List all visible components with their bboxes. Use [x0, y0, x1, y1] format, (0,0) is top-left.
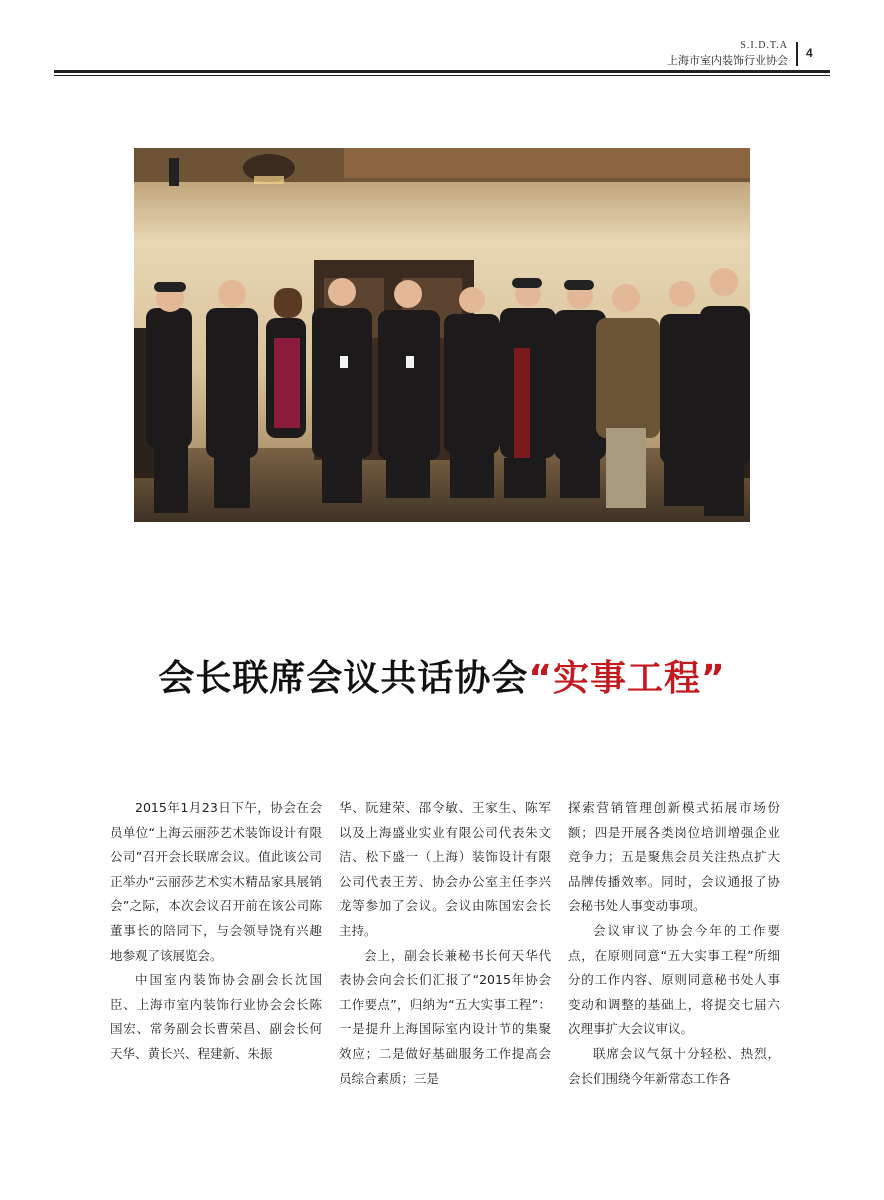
paragraph: 华、阮建荣、邵令敏、王家生、陈军以及上海盛业实业有限公司代表朱文洁、松下盛一（上海）装饰设计有限公司代表王芳、协会办公室主任李兴龙等参加了会议。会议由陈国宏会长主持。: [339, 800, 551, 938]
paragraph: 2015年1月23日下午，协会在会员单位“上海云丽莎艺术装饰设计有限公司”召开会长联席会议。值此该公司正举办“云丽莎艺术实木精品家具展销会”之际，本次会议召开前在该公司陈董事长的陪同下，与会领导饶有兴趣地参观了该展览会。: [110, 800, 322, 963]
article-title: [0, 650, 884, 701]
paragraph: 探索营销管理创新模式拓展市场份额；四是开展各类岗位培训增强企业竞争力；五是聚焦会员关注热点扩大品牌传播效率。同时，会议通报了协会秘书处人事变动事项。: [568, 800, 780, 914]
article-column-1: [110, 796, 322, 1116]
article-column-3: [568, 796, 780, 1116]
header-rule-thick: [54, 70, 830, 73]
header-abbrev: S.I.D.T.A: [740, 40, 788, 51]
header-org-name: 上海市室内装饰行业协会: [667, 54, 788, 67]
article-column-2: [339, 796, 551, 1116]
paragraph: 联席会议气氛十分轻松、热烈，会长们围绕今年新常态工作各: [568, 1045, 780, 1086]
header-rule-thin: [54, 75, 830, 76]
paragraph: 中国室内装饰协会副会长沈国臣、上海市室内装饰行业协会会长陈国宏、常务副会长曹荣昌、副会长何天华、黄长兴、程建新、朱振: [110, 972, 322, 1061]
article-title-highlight: “实事工程”: [528, 658, 726, 699]
paragraph: 会议审议了协会今年的工作要点，在原则同意“五大实事工程”所细分的工作内容、原则同意秘书处人事变动和调整的基础上，将提交七届六次理事扩大会议审议。: [568, 922, 780, 1037]
page-number: 4: [806, 46, 813, 60]
header-separator: [796, 42, 798, 66]
paragraph: 会上，副会长兼秘书长何天华代表协会向会长们汇报了“2015年协会工作要点”，归纳为“五大实事工程”：一是提升上海国际室内设计节的集聚效应；二是做好基础服务工作提高会员综合素质；三是: [339, 947, 551, 1086]
article-title-prefix: 会长联席会议共话协会: [158, 657, 529, 699]
article-body: [110, 796, 780, 1116]
group-photo: [134, 148, 750, 522]
page-header: [0, 0, 884, 80]
